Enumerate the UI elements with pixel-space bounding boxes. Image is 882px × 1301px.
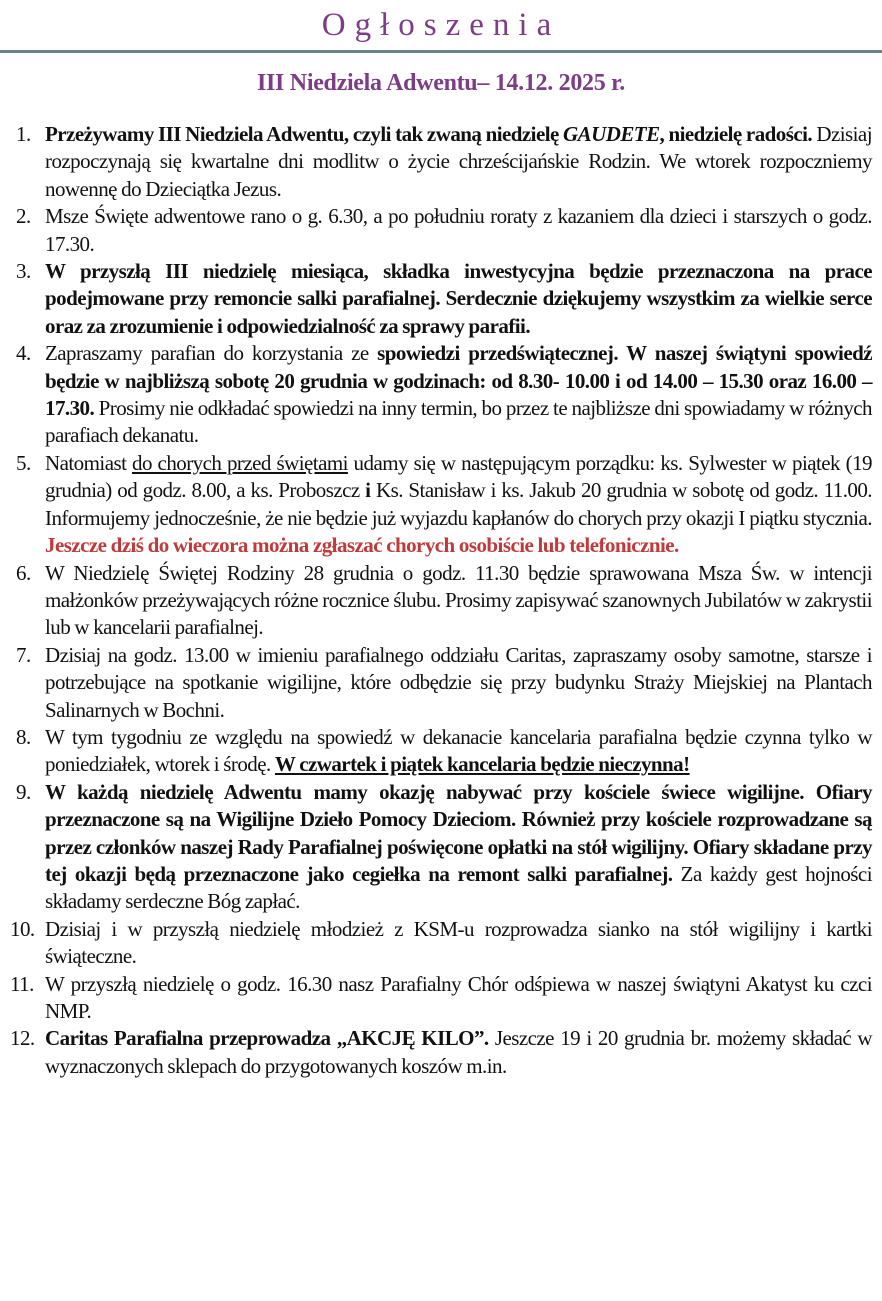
item-text: W Niedzielę Świętej Rodziny 28 grudnia o godz. 11.30 będzie sprawowana Msza Św. w intencji małżonków przeżywających różne rocznice ślubu. Prosimy zapisywać szanownych Jubilatów w zakrystii lub w kancelarii parafialnej. [45,560,872,640]
item-number: 2. [16,204,31,229]
announcement-item [0,560,872,642]
announcement-item [0,1025,872,1080]
item-text: . [674,533,679,558]
item-number: 1. [16,122,31,146]
item-number: 9. [16,779,31,804]
item-text: do chorych przed świętami [132,450,348,475]
item-text: Zapraszamy parafian do korzystania ze [45,341,378,366]
announcement-item [0,642,872,724]
item-number: 3. [16,259,31,284]
page-title: Ogłoszenia [321,7,561,43]
item-text: Natomiast [45,450,133,475]
item-text: Msze Święte adwentowe rano o g. 6.30, a po południu roraty z kazaniem dla dzieci i starszych o godz. 17.30. [45,204,872,256]
item-text: Prosimy nie odkładać spowiedzi na inny termin, bo przez te najbliższe dni spowiadamy w różnych parafiach dekanatu. [45,396,872,448]
announcement-item [0,724,872,779]
item-number: 7. [16,642,31,667]
announcement-item [0,121,872,203]
item-text: Caritas Parafialna przeprowadza „AKCJĘ KILO”. [45,1026,489,1051]
item-number: 5. [16,450,31,475]
announcements-list [0,121,872,1080]
item-text: spowiedzi przedświątecznej. W naszej świątyni spowiedź będzie w najbliższą sobotę 20 grudnia w godzinach: od 8.30- 10.00 i od 14.00 – 15.30 oraz 16.00 – 17.30. [45,341,872,421]
item-text: Dzisiaj na godz. 13.00 w imieniu parafialnego oddziału Caritas, zapraszamy osoby samotne, starsze i potrzebujące na spotkanie wigilijne, które odbędzie się przy budynku Straży Miejskiej na Plantach Salinarnych w Bochni. [45,642,872,722]
announcement-item [0,340,872,450]
item-number: 6. [16,560,31,585]
item-text: W czwartek i piątek kancelaria będzie nieczynna! [274,752,690,777]
item-text: W przyszłą niedzielę o godz. 16.30 nasz Parafialny Chór odśpiewa w naszej świątyni Akatyst ku czci NMP. [45,971,872,1023]
item-text: Za każdy gest hojności składamy serdeczne Bóg zapłać. [45,861,872,914]
item-number: 4. [16,341,31,366]
announcement-item [0,916,872,971]
item-text: , niedzielę radości. [659,122,813,146]
item-text: Dzisiaj rozpoczynają się kwartalne dni modlitw o życie chrześcijańskie Rodzin. We wtorek rozpoczniemy nowennę do Dzieciątka Jezus. [45,122,872,201]
item-number: 10. [10,916,35,941]
item-text: W każdą niedzielę Adwentu mamy okazję nabywać przy kościele świece wigilijne. Ofiary przeznaczone są na Wigilijne Dzieło Pomocy Dzieciom. Również przy kościele rozprowadzane są przez członków naszej Rady Parafialnej poświęcone opłatki na stół wigilijny. Ofiary składane przy tej okazji będą przeznaczone jako cegiełka na remont salki parafialnej. [45,779,872,886]
announcement-item [0,971,872,1026]
item-text: i [365,478,371,503]
item-text: Jeszcze 19 i 20 grudnia br. możemy składać w wyznaczonych sklepach do przygotowanych koszów m.in. [45,1026,872,1078]
item-number: 11. [10,971,34,996]
announcement-item [0,450,872,560]
header-divider [0,50,882,53]
item-number: 8. [16,724,31,749]
item-text: W tym tygodniu ze względu na spowiedź w dekanacie kancelaria parafialna będzie czynna tylko w poniedziałek, wtorek i środę. [45,724,872,777]
announcement-item [0,258,872,340]
announcement-item [0,779,872,916]
item-text: W przyszłą III niedzielę miesiąca, składka inwestycyjna będzie przeznaczona na prace podejmowane przy remoncie salki parafialnej. Serdecznie dziękujemy wszystkim za wielkie serce oraz za zrozumienie i odpowiedzialność za sprawy parafii. [45,259,872,338]
page-subtitle: III Niedziela Adwentu– 14.12. 2025 r. [256,70,626,96]
item-number: 12. [10,1026,35,1051]
item-text: Dzisiaj i w przyszłą niedzielę młodzież z KSM-u rozprowadza sianko na stół wigilijny i kartki świąteczne. [45,916,872,969]
item-text: Jeszcze dziś do wieczora można zgłaszać chorych osobiście lub telefonicznie [45,533,675,558]
announcement-item [0,203,872,258]
item-text: udamy się w następującym porządku: ks. Sylwester w piątek (19 grudnia) od godz. 8.00, a ks. Proboszcz [45,450,872,503]
item-text: GAUDETE [563,122,660,146]
item-text: Ks. Stanisław i ks. Jakub 20 grudnia w sobotę od godz. 11.00. Informujemy jednocześnie, że nie będzie już wyjazdu kapłanów do chorych przy okazji I piątku stycznia. [45,478,872,530]
item-text: Przeżywamy III Niedziela Adwentu, czyli tak zwaną niedzielę [45,122,564,146]
